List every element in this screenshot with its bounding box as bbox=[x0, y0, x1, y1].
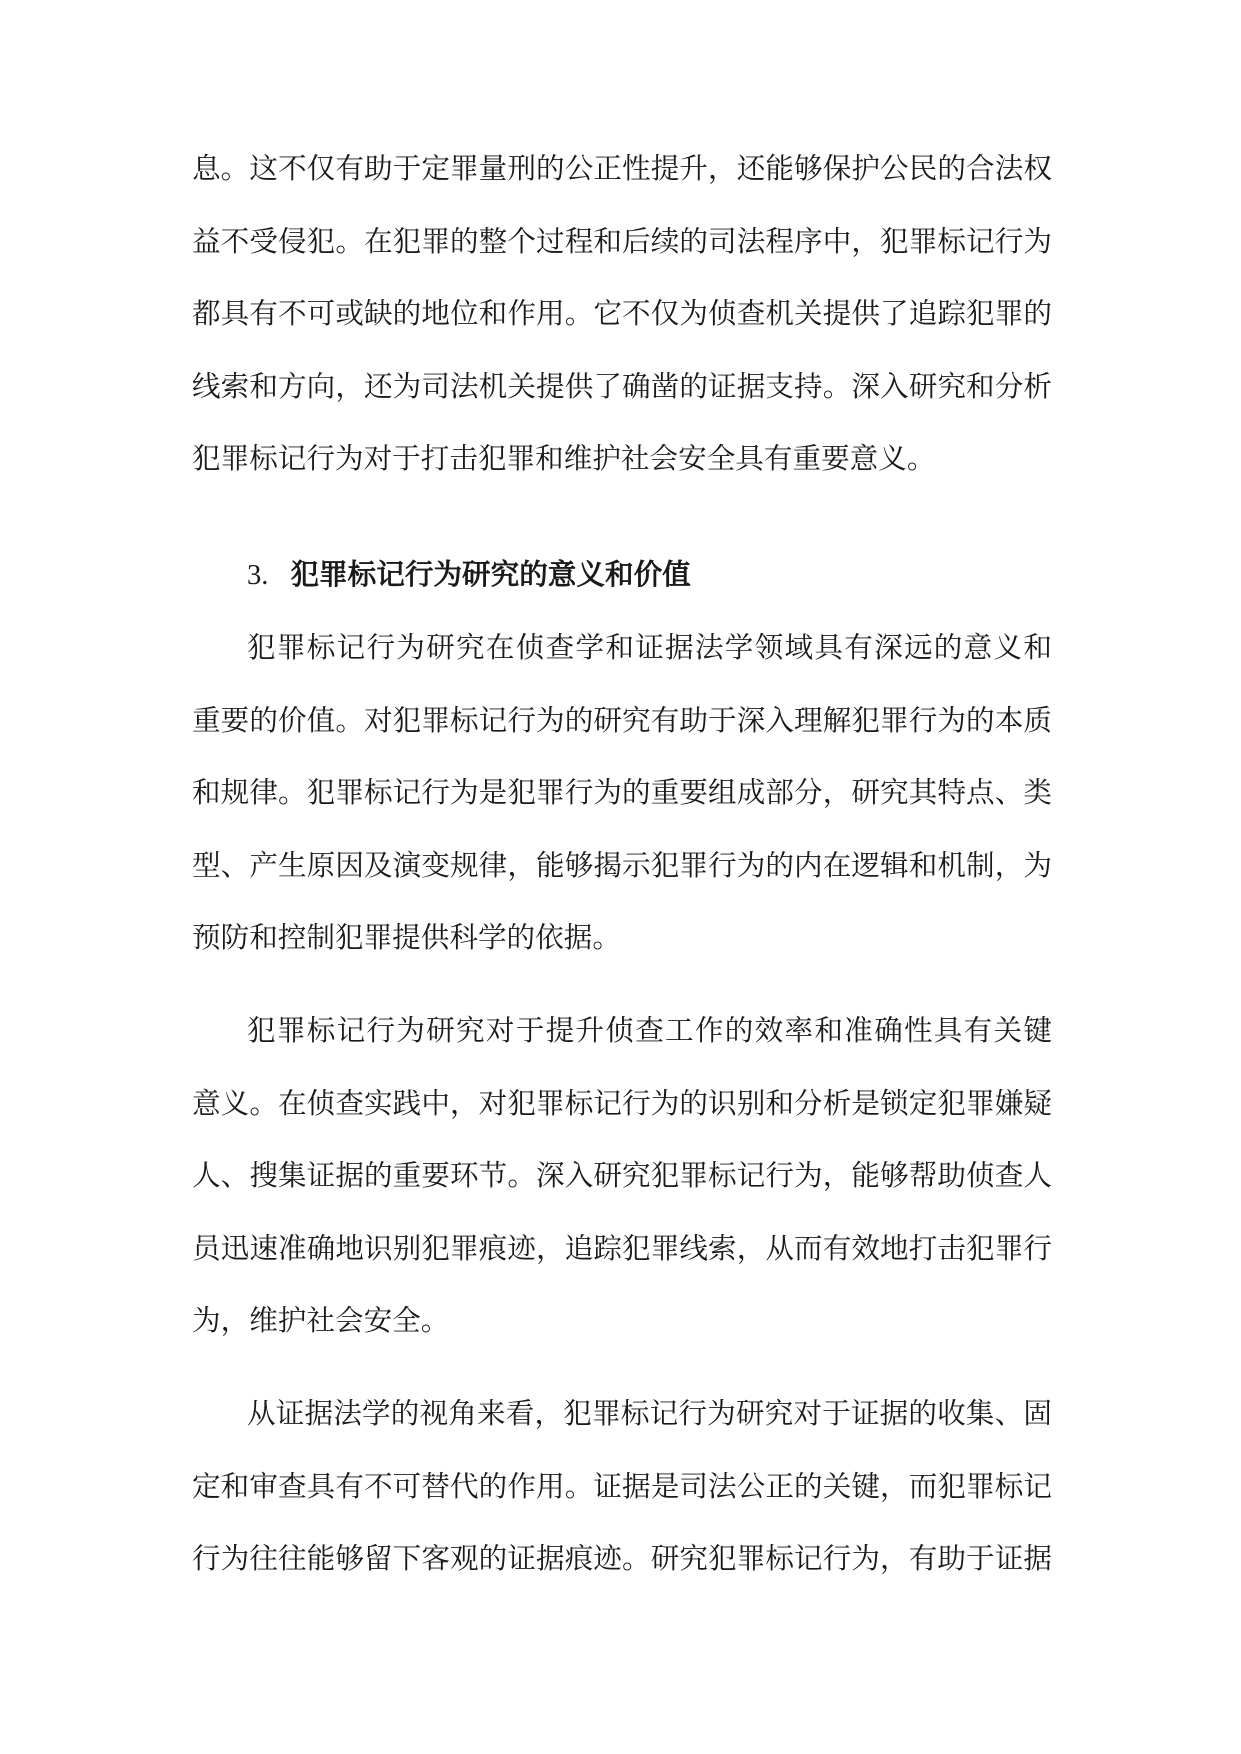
paragraph-1-line-1: 息。这不仅有助于定罪量刑的公正性提升，还能够保护公民的合法权 bbox=[192, 151, 1052, 185]
section-title: 犯罪标记行为研究的意义和价值 bbox=[290, 557, 691, 591]
paragraph-3-line-4: 员迅速准确地识别犯罪痕迹，追踪犯罪线索，从而有效地打击犯罪行 bbox=[192, 1231, 1052, 1265]
section-heading bbox=[247, 554, 691, 594]
paragraph-4-line-3: 行为往往能够留下客观的证据痕迹。研究犯罪标记行为，有助于证据 bbox=[192, 1541, 1052, 1575]
paragraph-4-line-2: 定和审查具有不可替代的作用。证据是司法公正的关键，而犯罪标记 bbox=[192, 1469, 1052, 1503]
section-number: 3. bbox=[247, 560, 269, 591]
paragraph-2-line-3: 和规律。犯罪标记行为是犯罪行为的重要组成部分，研究其特点、类 bbox=[192, 775, 1052, 809]
paragraph-3-line-1: 犯罪标记行为研究对于提升侦查工作的效率和准确性具有关键 bbox=[247, 1013, 1052, 1047]
paragraph-3-line-5: 为，维护社会安全。 bbox=[192, 1303, 450, 1337]
paragraph-3-line-3: 人、搜集证据的重要环节。深入研究犯罪标记行为，能够帮助侦查人 bbox=[192, 1158, 1052, 1192]
paragraph-4-line-1: 从证据法学的视角来看，犯罪标记行为研究对于证据的收集、固 bbox=[247, 1396, 1052, 1430]
paragraph-1-line-2: 益不受侵犯。在犯罪的整个过程和后续的司法程序中，犯罪标记行为 bbox=[192, 224, 1052, 258]
paragraph-2-line-1: 犯罪标记行为研究在侦查学和证据法学领域具有深远的意义和 bbox=[247, 630, 1052, 664]
paragraph-2-line-2: 重要的价值。对犯罪标记行为的研究有助于深入理解犯罪行为的本质 bbox=[192, 703, 1052, 737]
paragraph-1-line-3: 都具有不可或缺的地位和作用。它不仅为侦查机关提供了追踪犯罪的 bbox=[192, 296, 1052, 330]
paragraph-3-line-2: 意义。在侦查实践中，对犯罪标记行为的识别和分析是锁定犯罪嫌疑 bbox=[192, 1086, 1052, 1120]
paragraph-1-line-5: 犯罪标记行为对于打击犯罪和维护社会安全具有重要意义。 bbox=[192, 441, 936, 475]
paragraph-1-line-4: 线索和方向，还为司法机关提供了确凿的证据支持。深入研究和分析 bbox=[192, 369, 1052, 403]
paragraph-2-line-5: 预防和控制犯罪提供科学的依据。 bbox=[192, 920, 621, 954]
paragraph-2-line-4: 型、产生原因及演变规律，能够揭示犯罪行为的内在逻辑和机制，为 bbox=[192, 848, 1052, 882]
